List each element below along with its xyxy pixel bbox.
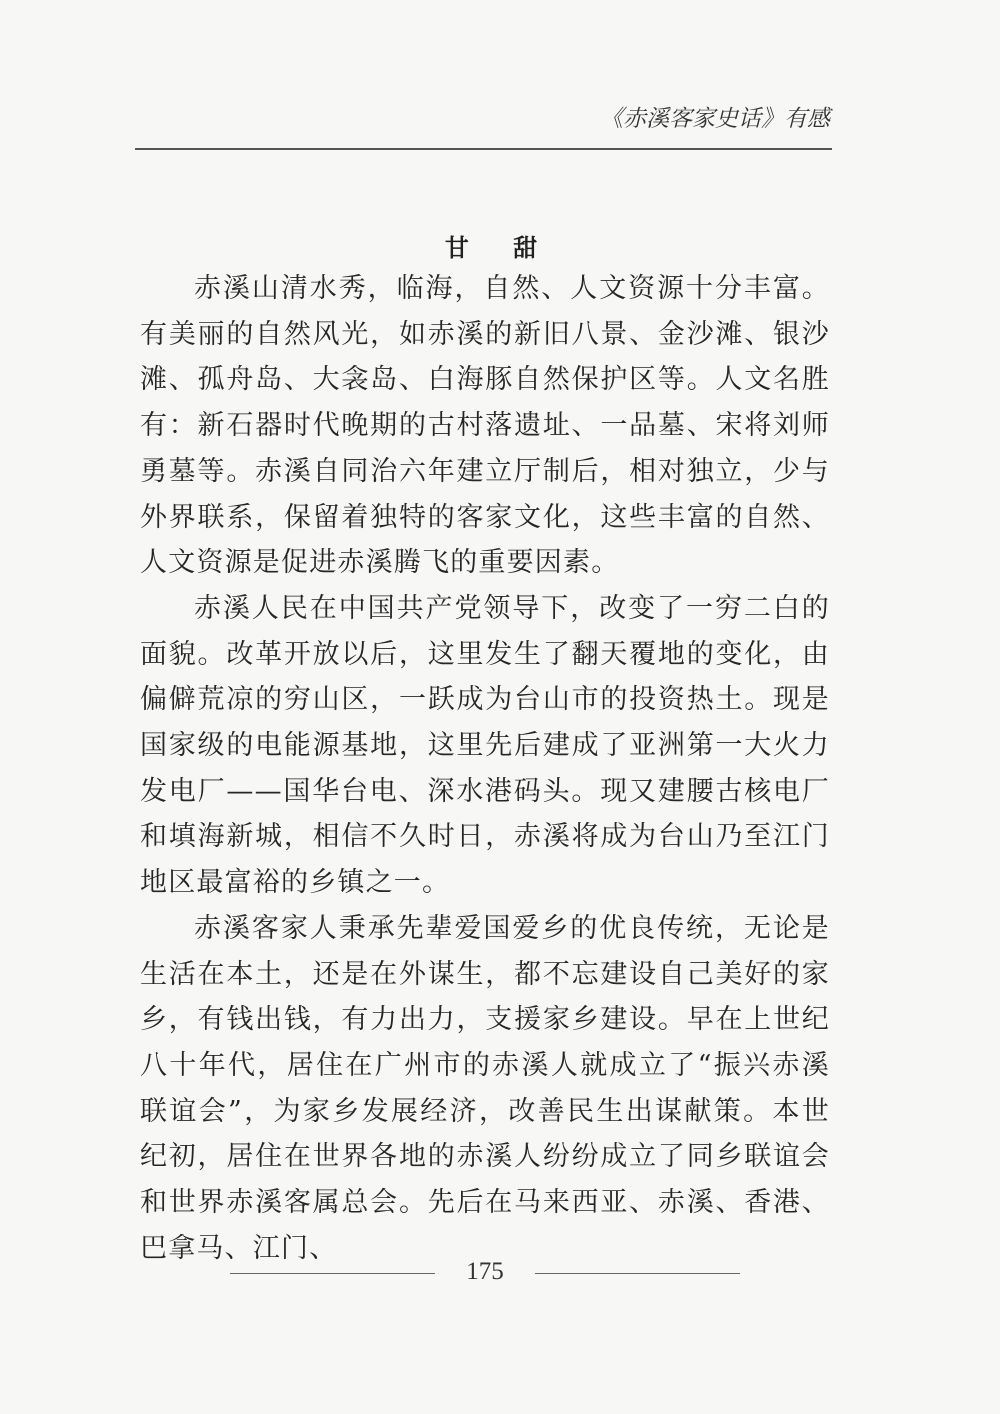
paragraph: 赤溪客家人秉承先辈爱国爱乡的优良传统，无论是生活在本土，还是在外谋生，都不忘建设自己美好的家乡，有钱出钱，有力出力，支援家乡建设。早在上世纪八十年代，居住在广州市的赤溪人就成立了“振兴赤溪联谊会”，为家乡发展经济，改善民生出谋献策。本世纪初，居住在世界各地的赤溪人纷纷成立了同乡联谊会和世界赤溪客属总会。先后在马来西亚、赤溪、香港、巴拿马、江门、: [140, 912, 830, 1264]
page-footer: [230, 1258, 740, 1288]
paragraph: 赤溪山清水秀，临海，自然、人文资源十分丰富。有美丽的自然风光，如赤溪的新旧八景、金沙滩、银沙滩、孤舟岛、大衾岛、白海豚自然保护区等。人文名胜有：新石器时代晚期的古村落遗址、一品墓、宋将刘师勇墓等。赤溪自同治六年建立厅制后，相对独立，少与外界联系，保留着独特的客家文化，这些丰富的自然、人文资源是促进赤溪腾飞的重要因素。: [140, 273, 830, 579]
paragraph: 赤溪人民在中国共产党领导下，改变了一穷二白的面貌。改革开放以后，这里发生了翻天覆地的变化，由偏僻荒凉的穷山区，一跃成为台山市的投资热土。现是国家级的电能源基地，这里先后建成了亚洲第一大火力发电厂——国华台电、深水港码头。现又建腰古核电厂和填海新城，相信不久时日，赤溪将成为台山乃至江门地区最富裕的乡镇之一。: [140, 592, 830, 899]
article-title: 甘 甜: [444, 234, 556, 262]
footer-rule-right: [535, 1273, 740, 1274]
header-rule: [135, 148, 832, 150]
footer-rule-left: [230, 1273, 435, 1274]
page-number: 175: [466, 1258, 504, 1285]
article-body: [140, 266, 830, 1271]
running-header: 《赤溪客家史话》有感: [600, 106, 830, 132]
